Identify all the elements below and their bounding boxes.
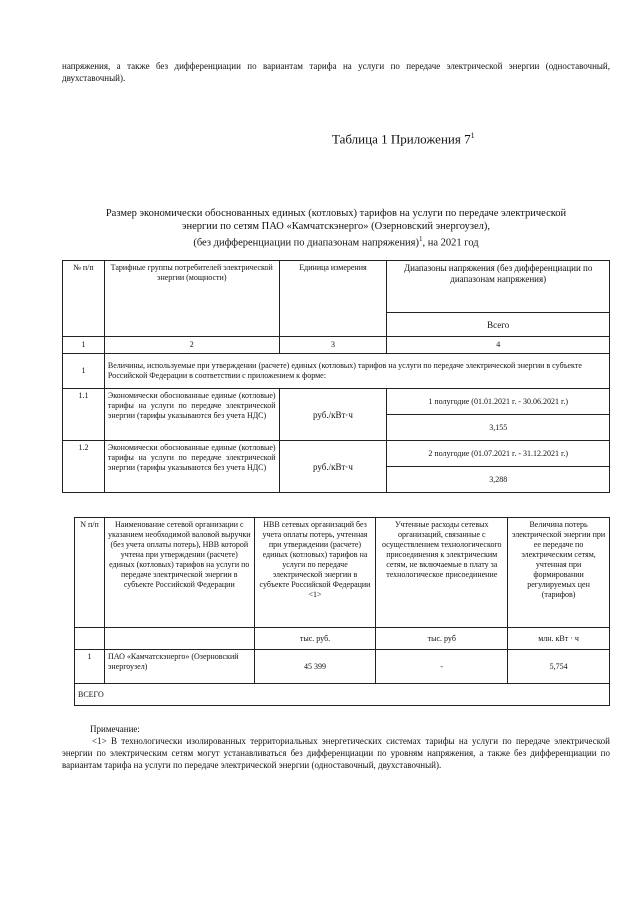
table-row <box>75 650 610 684</box>
header-voltage-ranges: Диапазоны напряжения (без дифференциации по диапазонам напряжения) <box>387 261 610 313</box>
header-total: Всего <box>387 313 610 337</box>
table2-header-row <box>75 518 610 628</box>
table-title-footnote-mark: 1 <box>470 131 475 140</box>
row-period: 1 полугодие (01.01.2021 г. - 30.06.2021 г.) <box>387 389 610 415</box>
row-losses: 5,754 <box>508 650 610 684</box>
header-nvv: НВВ сетевых организаций без учета оплаты потерь, учтенная при утверждении (расчете) единых (котловых) тарифов на услуги по передаче электрической энергии в субъекте Российской Федерации <1> <box>254 518 376 628</box>
section-num: 1 <box>63 354 105 389</box>
header-consumer-group: Тарифные группы потребителей электрической энергии (мощности) <box>104 261 279 337</box>
row-value: 3,155 <box>387 415 610 441</box>
heading-footnote-mark: 1 <box>419 235 423 243</box>
row-num: 1.2 <box>63 441 105 493</box>
row-organization: ПАО «Камчатскэнерго» (Озерновский энергоузел) <box>104 650 254 684</box>
table-row <box>63 441 610 467</box>
table-title <box>332 131 475 147</box>
row-description: Экономически обоснованные единые (котловые) тарифы на услуги по передаче электрической энергии (тарифы указываются без учета НДС) <box>104 441 279 493</box>
header-unit: Единица измерения <box>279 261 387 337</box>
header-num: N п/п <box>75 518 105 628</box>
row-unit: руб./кВт·ч <box>279 389 387 441</box>
column-number-row: 1 2 3 4 <box>63 337 610 354</box>
table-row <box>63 389 610 415</box>
tariff-table <box>62 260 610 493</box>
section-row <box>63 354 610 389</box>
table-title-text: Таблица 1 Приложения 7 <box>332 131 471 147</box>
network-organizations-table <box>74 517 610 706</box>
row-value: 3,288 <box>387 467 610 493</box>
top-paragraph: напряжения, а также без дифференциации по вариантам тарифа на услуги по передаче электрической энергии (одноставочный, двухставочный). <box>62 61 610 83</box>
total-row <box>75 684 610 706</box>
total-label: ВСЕГО <box>75 684 610 706</box>
row-nvv: 45 399 <box>254 650 376 684</box>
header-organization: Наименование сетевой организации с указанием необходимой валовой выручки (без учета оплаты потерь), НВВ которой учтена при утверждении (расчете) единых (котловых) тарифов на услуги по передаче электрической энергии в субъекте Российской Федерации <box>104 518 254 628</box>
row-num: 1.1 <box>63 389 105 441</box>
row-period: 2 полугодие (01.07.2021 г. - 31.12.2021 г.) <box>387 441 610 467</box>
table-header-row <box>63 261 610 313</box>
unit-losses: млн. кВт · ч <box>508 628 610 650</box>
heading-line-3: (без дифференциации по диапазонам напряжения)$^1$, на 2021 год <box>193 235 479 249</box>
heading-line-1: Размер экономически обоснованных единых (котловых) тарифов на услуги по передаче электрической <box>105 208 567 219</box>
heading-line-2: энергии по сетям ПАО «Камчатскэнерго» (Озерновский энергоузел), <box>181 221 491 232</box>
row-num: 1 <box>75 650 105 684</box>
row-description: Экономически обоснованные единые (котловые) тарифы на услуги по передаче электрической энергии (тарифы указываются без учета НДС) <box>104 389 279 441</box>
header-losses: Величина потерь электрической энергии при ее передаче по электрическим сетям, учтенная при формировании регулируемых цен (тарифов) <box>508 518 610 628</box>
header-num: № п/п <box>63 261 105 337</box>
row-costs: - <box>376 650 508 684</box>
section-text: Величины, используемые при утверждении (расчете) единых (котловых) тарифов на услуги по передаче электрической энергии в субъекте Российской Федерации в соответствии с приложением к форме: <box>104 354 609 389</box>
header-costs: Учтенные расходы сетевых организаций, связанные с осуществлением технологического присоединения к электрическим сетям, не включаемые в плату за технологическое присоединение <box>376 518 508 628</box>
unit-costs: тыс. руб <box>376 628 508 650</box>
row-unit: руб./кВт·ч <box>279 441 387 493</box>
units-row <box>75 628 610 650</box>
note-text: <1> В технологически изолированных территориальных энергетических системах тарифы на услуги по передаче электрической энергии по электрическим сетям могут устанавливаться без дифференциации по уровням напряжения, а также без дифференциации по вариантам тарифа на услуги по передаче электрической энергии (одноставочный, двухставочный). <box>62 736 610 770</box>
unit-nvv: тыс. руб. <box>254 628 376 650</box>
note-title: Примечание: <box>90 724 140 734</box>
document-heading <box>62 207 610 250</box>
